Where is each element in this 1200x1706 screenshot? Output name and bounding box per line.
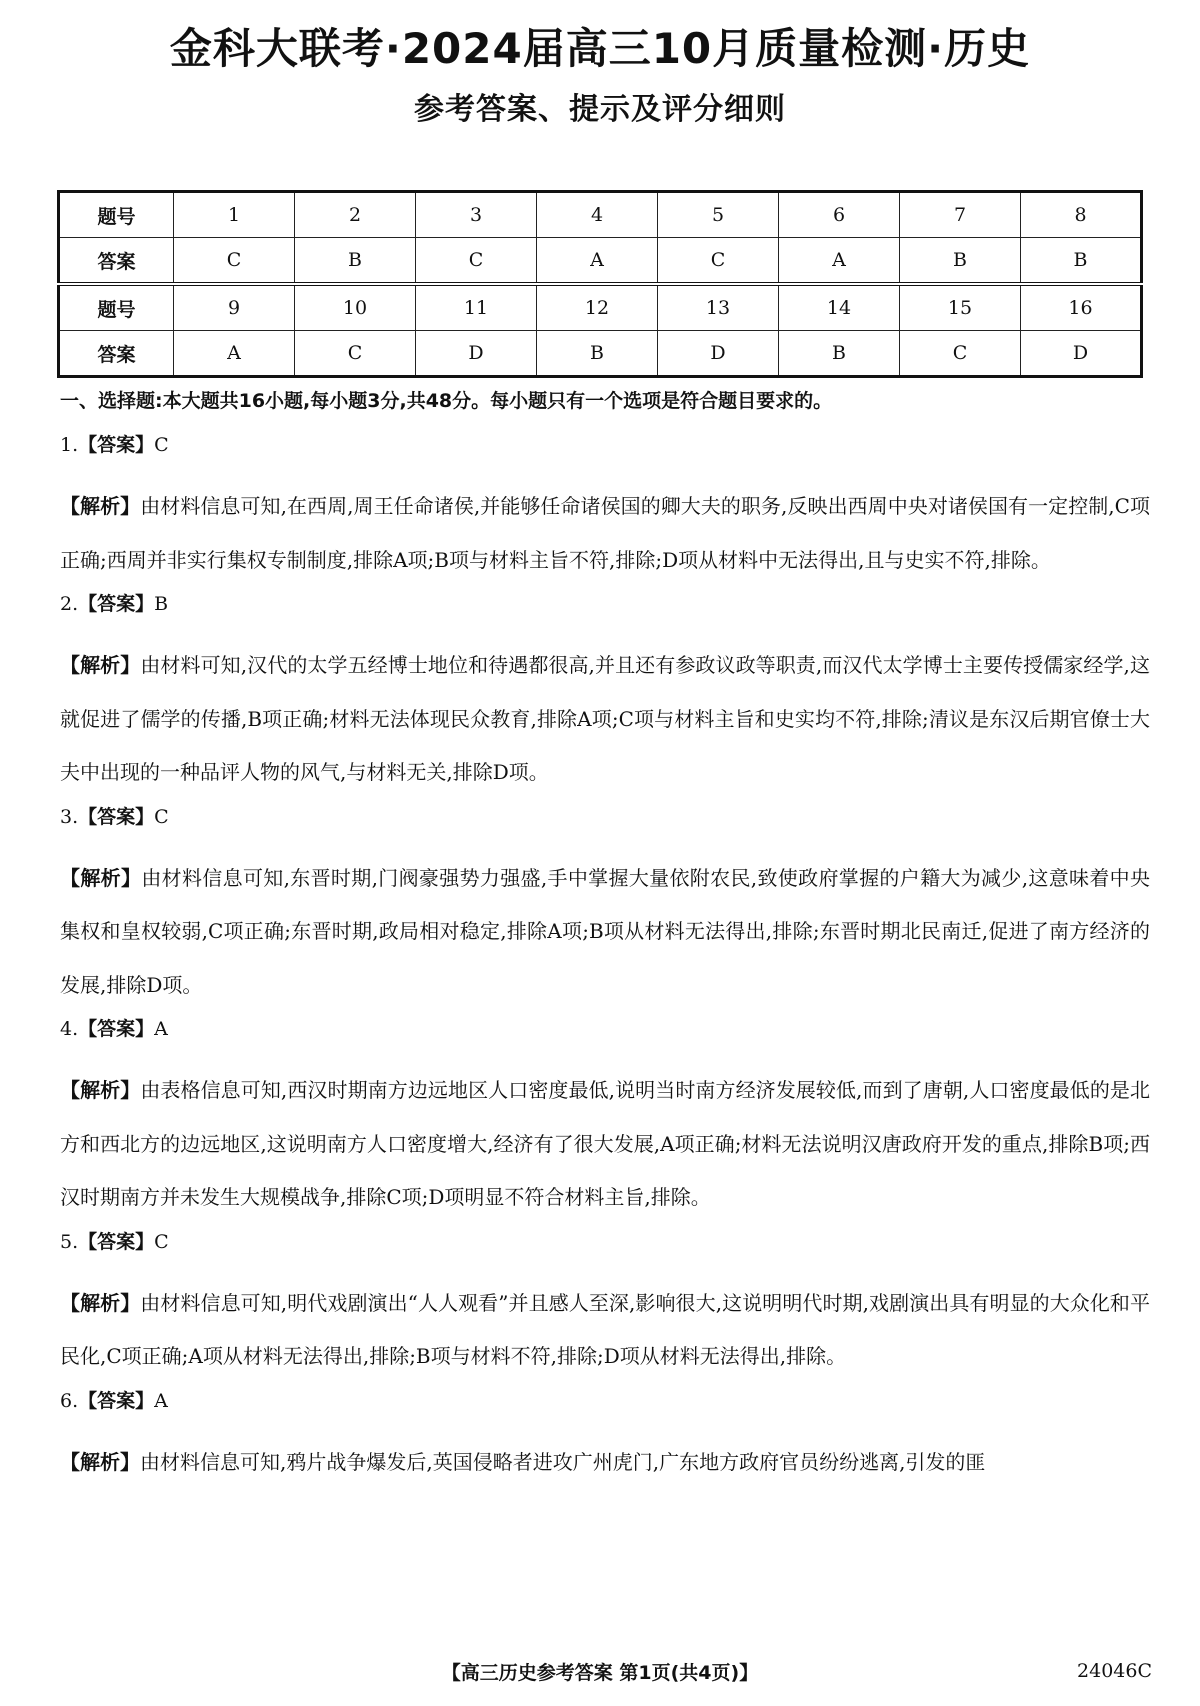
answer-letter: A — [154, 1018, 168, 1040]
row-label-answer: 答案 — [59, 331, 174, 377]
answer-tag: 【答案】 — [78, 1018, 155, 1040]
question-index: 2. — [60, 593, 79, 615]
question-index: 4. — [60, 1018, 79, 1040]
explanation-paragraph — [60, 480, 1150, 587]
question-index: 5. — [60, 1230, 79, 1253]
document-code: 24046C — [1077, 1660, 1152, 1682]
question-number: 12 — [537, 284, 658, 331]
question-number: 1 — [174, 192, 295, 238]
answer-tag: 【答案】 — [78, 593, 155, 615]
answer-letter: C — [154, 1230, 169, 1253]
answer-tag: 【答案】 — [78, 1230, 155, 1253]
question-block — [60, 1016, 1150, 1225]
answer-cell: C — [174, 238, 295, 285]
page-footer: 【高三历史参考答案 第1页(共4页)】 — [441, 1662, 759, 1684]
explanation-text: 由材料信息可知,明代戏剧演出“人人观看”并且感人至深,影响很大,这说明明代时期,戏剧演出具有明显的大众化和平民化,C项正确;A项从材料无法得出,排除;B项与材料不符,排除;D项从材料无法得出,排除。 — [60, 1290, 1150, 1368]
explanation-paragraph — [60, 852, 1150, 1013]
answer-cell: B — [295, 238, 416, 285]
explanation-text: 由材料可知,汉代的太学五经博士地位和待遇都很高,并且还有参政议政等职责,而汉代太学博士主要传授儒家经学,这就促进了儒学的传播,B项正确;材料无法体现民众教育,排除A项;C项与材料主旨和史实均不符,排除;清议是东汉后期官僚士大夫中出现的一种品评人物的风气,与材料无关,排除D项。 — [60, 653, 1150, 784]
answer-tag: 【答案】 — [78, 1389, 155, 1412]
question-number: 7 — [900, 192, 1021, 238]
question-block — [60, 432, 1150, 587]
answer-cell: C — [658, 238, 779, 285]
answer-line — [60, 1388, 1150, 1414]
answer-letter: B — [154, 593, 169, 615]
table-row-numbers-1 — [59, 192, 1142, 238]
question-number: 9 — [174, 284, 295, 331]
explain-tag: 【解析】 — [60, 865, 142, 890]
question-index: 1. — [60, 434, 79, 456]
answer-cell: B — [1021, 238, 1142, 285]
answer-cell: A — [174, 331, 295, 377]
explanation-text: 由表格信息可知,西汉时期南方边远地区人口密度最低,说明当时南方经济发展较低,而到了唐朝,人口密度最低的是北方和西北方的边远地区,这说明南方人口密度增大,经济有了很大发展,A项正确;材料无法说明汉唐政府开发的重点,排除B项;西汉时期南方并未发生大规模战争,排除C项;D项明显不符合材料主旨,排除。 — [60, 1078, 1150, 1209]
answer-line — [60, 1016, 1150, 1042]
explain-tag: 【解析】 — [60, 1078, 141, 1102]
answer-line — [60, 1229, 1150, 1255]
question-number: 8 — [1021, 192, 1142, 238]
question-number: 4 — [537, 192, 658, 238]
answer-line — [60, 432, 1150, 458]
question-number: 2 — [295, 192, 416, 238]
explain-tag: 【解析】 — [60, 494, 141, 518]
answer-cell: C — [295, 331, 416, 377]
explanation-text: 由材料信息可知,鸦片战争爆发后,英国侵略者进攻广州虎门,广东地方政府官员纷纷逃离,引发的匪 — [140, 1449, 986, 1474]
row-label-number: 题号 — [59, 192, 174, 238]
answer-cell: C — [900, 331, 1021, 377]
question-number: 13 — [658, 284, 779, 331]
question-number: 3 — [416, 192, 537, 238]
explanation-paragraph — [60, 1064, 1150, 1225]
question-number: 16 — [1021, 284, 1142, 331]
question-number: 14 — [779, 284, 900, 331]
document-title: 金科大联考·2024届高三10月质量检测·历史 — [169, 24, 1031, 73]
row-label-number: 题号 — [59, 284, 174, 331]
explain-tag: 【解析】 — [60, 653, 141, 677]
answer-cell: D — [416, 331, 537, 377]
section-heading: 一、选择题:本大题共16小题,每小题3分,共48分。每小题只有一个选项是符合题目要求的。 — [60, 390, 833, 412]
question-block — [60, 1229, 1150, 1384]
explanation-paragraph — [60, 1277, 1150, 1384]
answer-cell: C — [416, 238, 537, 285]
answer-cell: B — [779, 331, 900, 377]
answer-cell: D — [1021, 331, 1142, 377]
table-row-answers-1 — [59, 238, 1142, 285]
explanation-text: 由材料信息可知,东晋时期,门阀豪强势力强盛,手中掌握大量依附农民,致使政府掌握的户籍大为减少,这意味着中央集权和皇权较弱,C项正确;东晋时期,政局相对稳定,排除A项;B项从材料无法得出,排除;东晋时期北民南迁,促进了南方经济的发展,排除D项。 — [60, 865, 1151, 997]
question-block — [60, 591, 1150, 800]
explain-tag: 【解析】 — [60, 1290, 141, 1315]
table-row-answers-2 — [59, 331, 1142, 377]
answer-letter: C — [154, 434, 169, 456]
answer-tag: 【答案】 — [78, 434, 155, 456]
explanation-text: 由材料信息可知,在西周,周王任命诸侯,并能够任命诸侯国的卿大夫的职务,反映出西周中央对诸侯国有一定控制,C项正确;西周并非实行集权专制制度,排除A项;B项与材料主旨不符,排除;D项从材料中无法得出,且与史实不符,排除。 — [60, 494, 1151, 572]
question-number: 11 — [416, 284, 537, 331]
answer-cell: B — [900, 238, 1021, 285]
answer-table — [57, 190, 1143, 378]
question-index: 6. — [60, 1389, 79, 1412]
question-number: 6 — [779, 192, 900, 238]
answer-cell: A — [779, 238, 900, 285]
question-block — [60, 804, 1150, 1013]
answer-letter: C — [154, 805, 169, 828]
answer-cell: B — [537, 331, 658, 377]
document-subtitle: 参考答案、提示及评分细则 — [414, 92, 786, 127]
explain-tag: 【解析】 — [60, 1449, 140, 1474]
answer-line — [60, 804, 1150, 830]
table-row-numbers-2 — [59, 284, 1142, 331]
question-number: 10 — [295, 284, 416, 331]
answer-line — [60, 591, 1150, 617]
answer-tag: 【答案】 — [78, 805, 155, 828]
answers-content — [60, 388, 1150, 1493]
question-number: 15 — [900, 284, 1021, 331]
answer-letter: A — [154, 1389, 168, 1412]
explanation-paragraph — [60, 1436, 1150, 1490]
answer-cell: D — [658, 331, 779, 377]
question-number: 5 — [658, 192, 779, 238]
row-label-answer: 答案 — [59, 238, 174, 285]
question-block — [60, 1388, 1150, 1490]
explanation-paragraph — [60, 639, 1150, 800]
answer-cell: A — [537, 238, 658, 285]
question-index: 3. — [60, 805, 79, 828]
